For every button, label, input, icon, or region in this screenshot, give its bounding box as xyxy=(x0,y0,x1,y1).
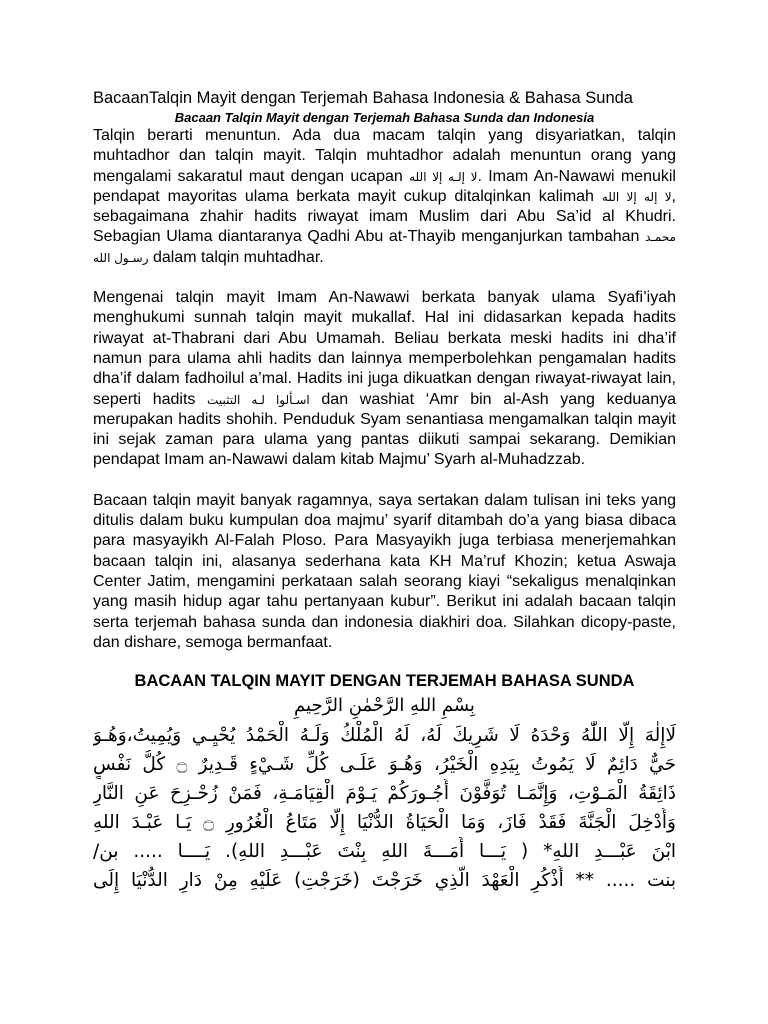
paragraph-bacaan-talqin: Bacaan talqin mayit banyak ragamnya, saya sertakan dalam tulisan ini teks yang ditulis dalam buku kumpulan doa majmu’ syarif ditambah do’a yang biasa dibaca para masyayikh Al-Falah Ploso. Para Masyayikh juga terbiasa menerjemahkan bacaan talqin ini, alasanya sederhana kata KH Ma’ruf Khozin; ketua Aswaja Center Jatim, mengamini perkataan salah seorang kiayi “sekaligus menalqinkan yang masih hidup agar tahu pertanyaan kubur”. Berikut ini adalah bacaan talqin serta terjemah bahasa sunda dan indonesia diakhiri doa. Silahkan dicopy-paste, dan dishare, semoga bermanfaat. xyxy=(93,491,676,651)
arabic-line: ابْنَ عَبْـــدِ اللهِ* ( يَـــا أَمَـــةَ اللهِ بِنْتَ عَبْـــدِ اللهِ). يَــــا ..... بن/ xyxy=(93,841,676,863)
document-subtitle: Bacaan Talqin Mayit dengan Terjemah Bahasa Sunda dan Indonesia xyxy=(174,110,595,125)
arabic-line: لَاإِلٰهَ إِلَّا اللّٰهُ وَحْدَهُ لَا شَرِيكَ لَهُ، لَهُ الْمُلْكُ وَلَـهُ الْحَمْدُ يُحْيِـي وَيُمِيتُ،وَهُـوَ xyxy=(93,725,676,747)
document-title: BacaanTalqin Mayit dengan Terjemah Bahasa Indonesia & Bahasa Sunda xyxy=(93,89,633,107)
document-page xyxy=(93,88,676,895)
paragraph-talqin-definition xyxy=(93,126,676,268)
paragraph-text: Mengenai talqin mayit Imam An-Nawawi berkata banyak ulama Syafi’iyah menghukumi sunnah talqin mayit mukallaf. Hal ini didasarkan kepada hadits riwayat at-Thabrani dari Abu Umamah. Beliau berkata meski hadits ini dha’if namun para ulama ahli hadits dan lainnya memperbolehkan pengamalan hadits dha’if dalam fadhoilul a’mal. Hadits ini juga dikuatkan dengan riwayat-riwayat lain, seperti hadits xyxy=(93,289,676,408)
basmala: بِسْمِ اللهِ الرَّحْمٰنِ الرَّحِيمِ xyxy=(294,695,475,717)
paragraph-text: . Imam An-Nawawi menukil pendapat mayoritas ulama berkata mayit cukup ditalqinkan kalimah xyxy=(93,167,676,205)
paragraph-text: dan washiat ‘Amr bin al-Ash yang keduanya merupakan hadits shohih. Penduduk Syam senantiasa mengamalkan talqin mayit ini sejak zaman para ulama yang pantas diikuti sampai sekarang. Demikian pendapat Imam an-Nawawi dalam kitab Majmu’ Syarh al-Muhadzzab. xyxy=(93,390,676,469)
arabic-phrase-hadith: اسـألوا لـه التثبيت xyxy=(207,392,310,407)
arabic-line: حَيٌّ دَائِمٌ لَا يَمُوتُ بِيَدِهِ الْخَيْرُ، وَهُـوَ عَلَـى كُلِّ شَـيْءٍ قَـدِيرٌ ۝ كُلُّ نَفْسٍ xyxy=(93,754,676,776)
paragraph-text: , sebagaimana zhahir hadits riwayat imam Muslim dari Abu Sa’id al Khudri. Sebagian Ulama diantaranya Qadhi Abu at-Thayib menganjurkan tambahan xyxy=(93,187,676,246)
arabic-line: بنت ..... ** أُذْكُرِ الْعَهْدَ الَّذِي خَرَجْتَ (خَرَجْتِ) عَلَيْهِ مِنْ دَارِ الدُّنْيَا إِلَى xyxy=(93,870,676,892)
arabic-phrase-tahlil-kalimah: لا إله إلا الله xyxy=(601,189,672,204)
paragraph-text: Talqin berarti menuntun. Ada dua macam talqin yang disyariatkan, talqin muhtadhor dan talqin mayit. Talqin muhtadhor adalah menuntun orang yang mengalami sakaratul maut dengan ucapan xyxy=(93,127,676,185)
arabic-phrase-muhammad-rasulullah: محمـد رسـول الله xyxy=(93,230,676,265)
arabic-talqin-text xyxy=(93,721,676,895)
paragraph-talqin-mayit xyxy=(93,288,676,471)
paragraph-text: dalam talqin muhtadhar. xyxy=(148,248,324,266)
arabic-line: ذَائِقَةُ الْمَـوْتِ، وَإِنَّمَـا تُوَفَّوْنَ أُجُـورَكُمْ يَـوْمَ الْقِيَامَـةِ، فَمَنْ زُحْـزِحَ عَنِ النَّارِ xyxy=(93,783,676,805)
arabic-line: وَأُدْخِلَ الْجَنَّةَ فَقَدْ فَازَ، وَمَا الْحَيَاةُ الدُّنْيَا إِلَّا مَتَاعُ الْغُرُورِ ۝ يَـا عَبْـدَ اللهِ xyxy=(93,812,676,834)
section-heading: BACAAN TALQIN MAYIT DENGAN TERJEMAH BAHASA SUNDA xyxy=(134,672,635,691)
arabic-phrase-tahlil: لا إلـه إلا الله xyxy=(409,169,478,184)
